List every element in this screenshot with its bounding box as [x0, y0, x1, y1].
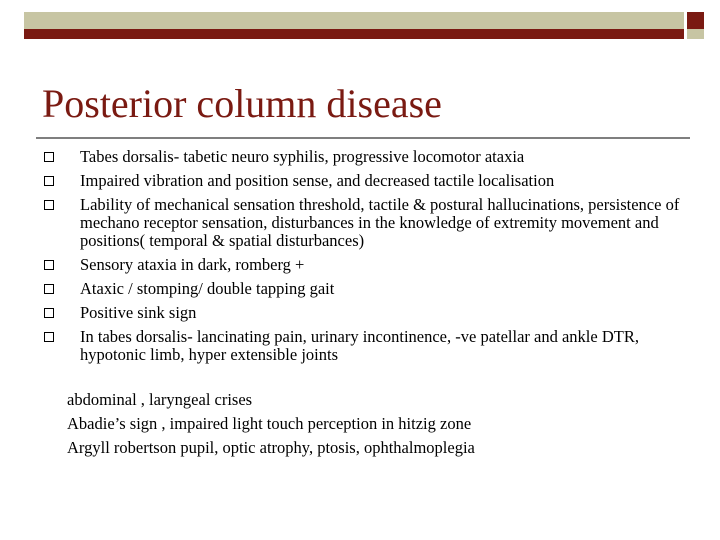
bullet-item	[44, 328, 684, 364]
hollow-square-icon	[44, 176, 54, 186]
hollow-square-icon	[44, 200, 54, 210]
header-accent-band	[24, 29, 684, 39]
hollow-square-icon	[44, 332, 54, 342]
bullet-item	[44, 256, 684, 274]
hollow-square-icon	[44, 284, 54, 294]
hollow-square-icon	[44, 260, 54, 270]
bullet-item	[44, 304, 684, 322]
corner-band-block	[687, 29, 704, 39]
hollow-square-icon	[44, 308, 54, 318]
bullet-text: Impaired vibration and position sense, and decreased tactile localisation	[80, 171, 555, 190]
bullet-text: Ataxic / stomping/ double tapping gait	[80, 279, 335, 298]
header-band	[24, 12, 684, 29]
bullet-text: Tabes dorsalis- tabetic neuro syphilis, progressive locomotor ataxia	[80, 147, 525, 166]
bullet-item	[44, 148, 684, 166]
bullet-text: Positive sink sign	[80, 303, 197, 322]
bullet-text: Lability of mechanical sensation threshold, tactile & postural hallucinations, persistence of mechano receptor sensation, disturbances in the knowledge of extremity movement and positions( temporal & spatial disturbances)	[80, 195, 680, 250]
continuation-line: abdominal , laryngeal crises	[67, 390, 253, 409]
corner-accent-block	[687, 12, 704, 29]
bullet-item	[44, 280, 684, 298]
continuation-line: Abadie’s sign , impaired light touch perception in hitzig zone	[67, 414, 472, 433]
bullet-list	[44, 148, 684, 370]
bullet-item	[44, 172, 684, 190]
bullet-item	[44, 196, 684, 250]
bullet-text: In tabes dorsalis- lancinating pain, urinary incontinence, -ve patellar and ankle DTR, hypotonic limb, hyper extensible joints	[80, 327, 639, 364]
title-divider	[36, 137, 690, 139]
hollow-square-icon	[44, 152, 54, 162]
bullet-text: Sensory ataxia in dark, romberg +	[80, 255, 305, 274]
continuation-line: Argyll robertson pupil, optic atrophy, ptosis, ophthalmoplegia	[67, 438, 475, 457]
slide-title: Posterior column disease	[42, 81, 442, 126]
